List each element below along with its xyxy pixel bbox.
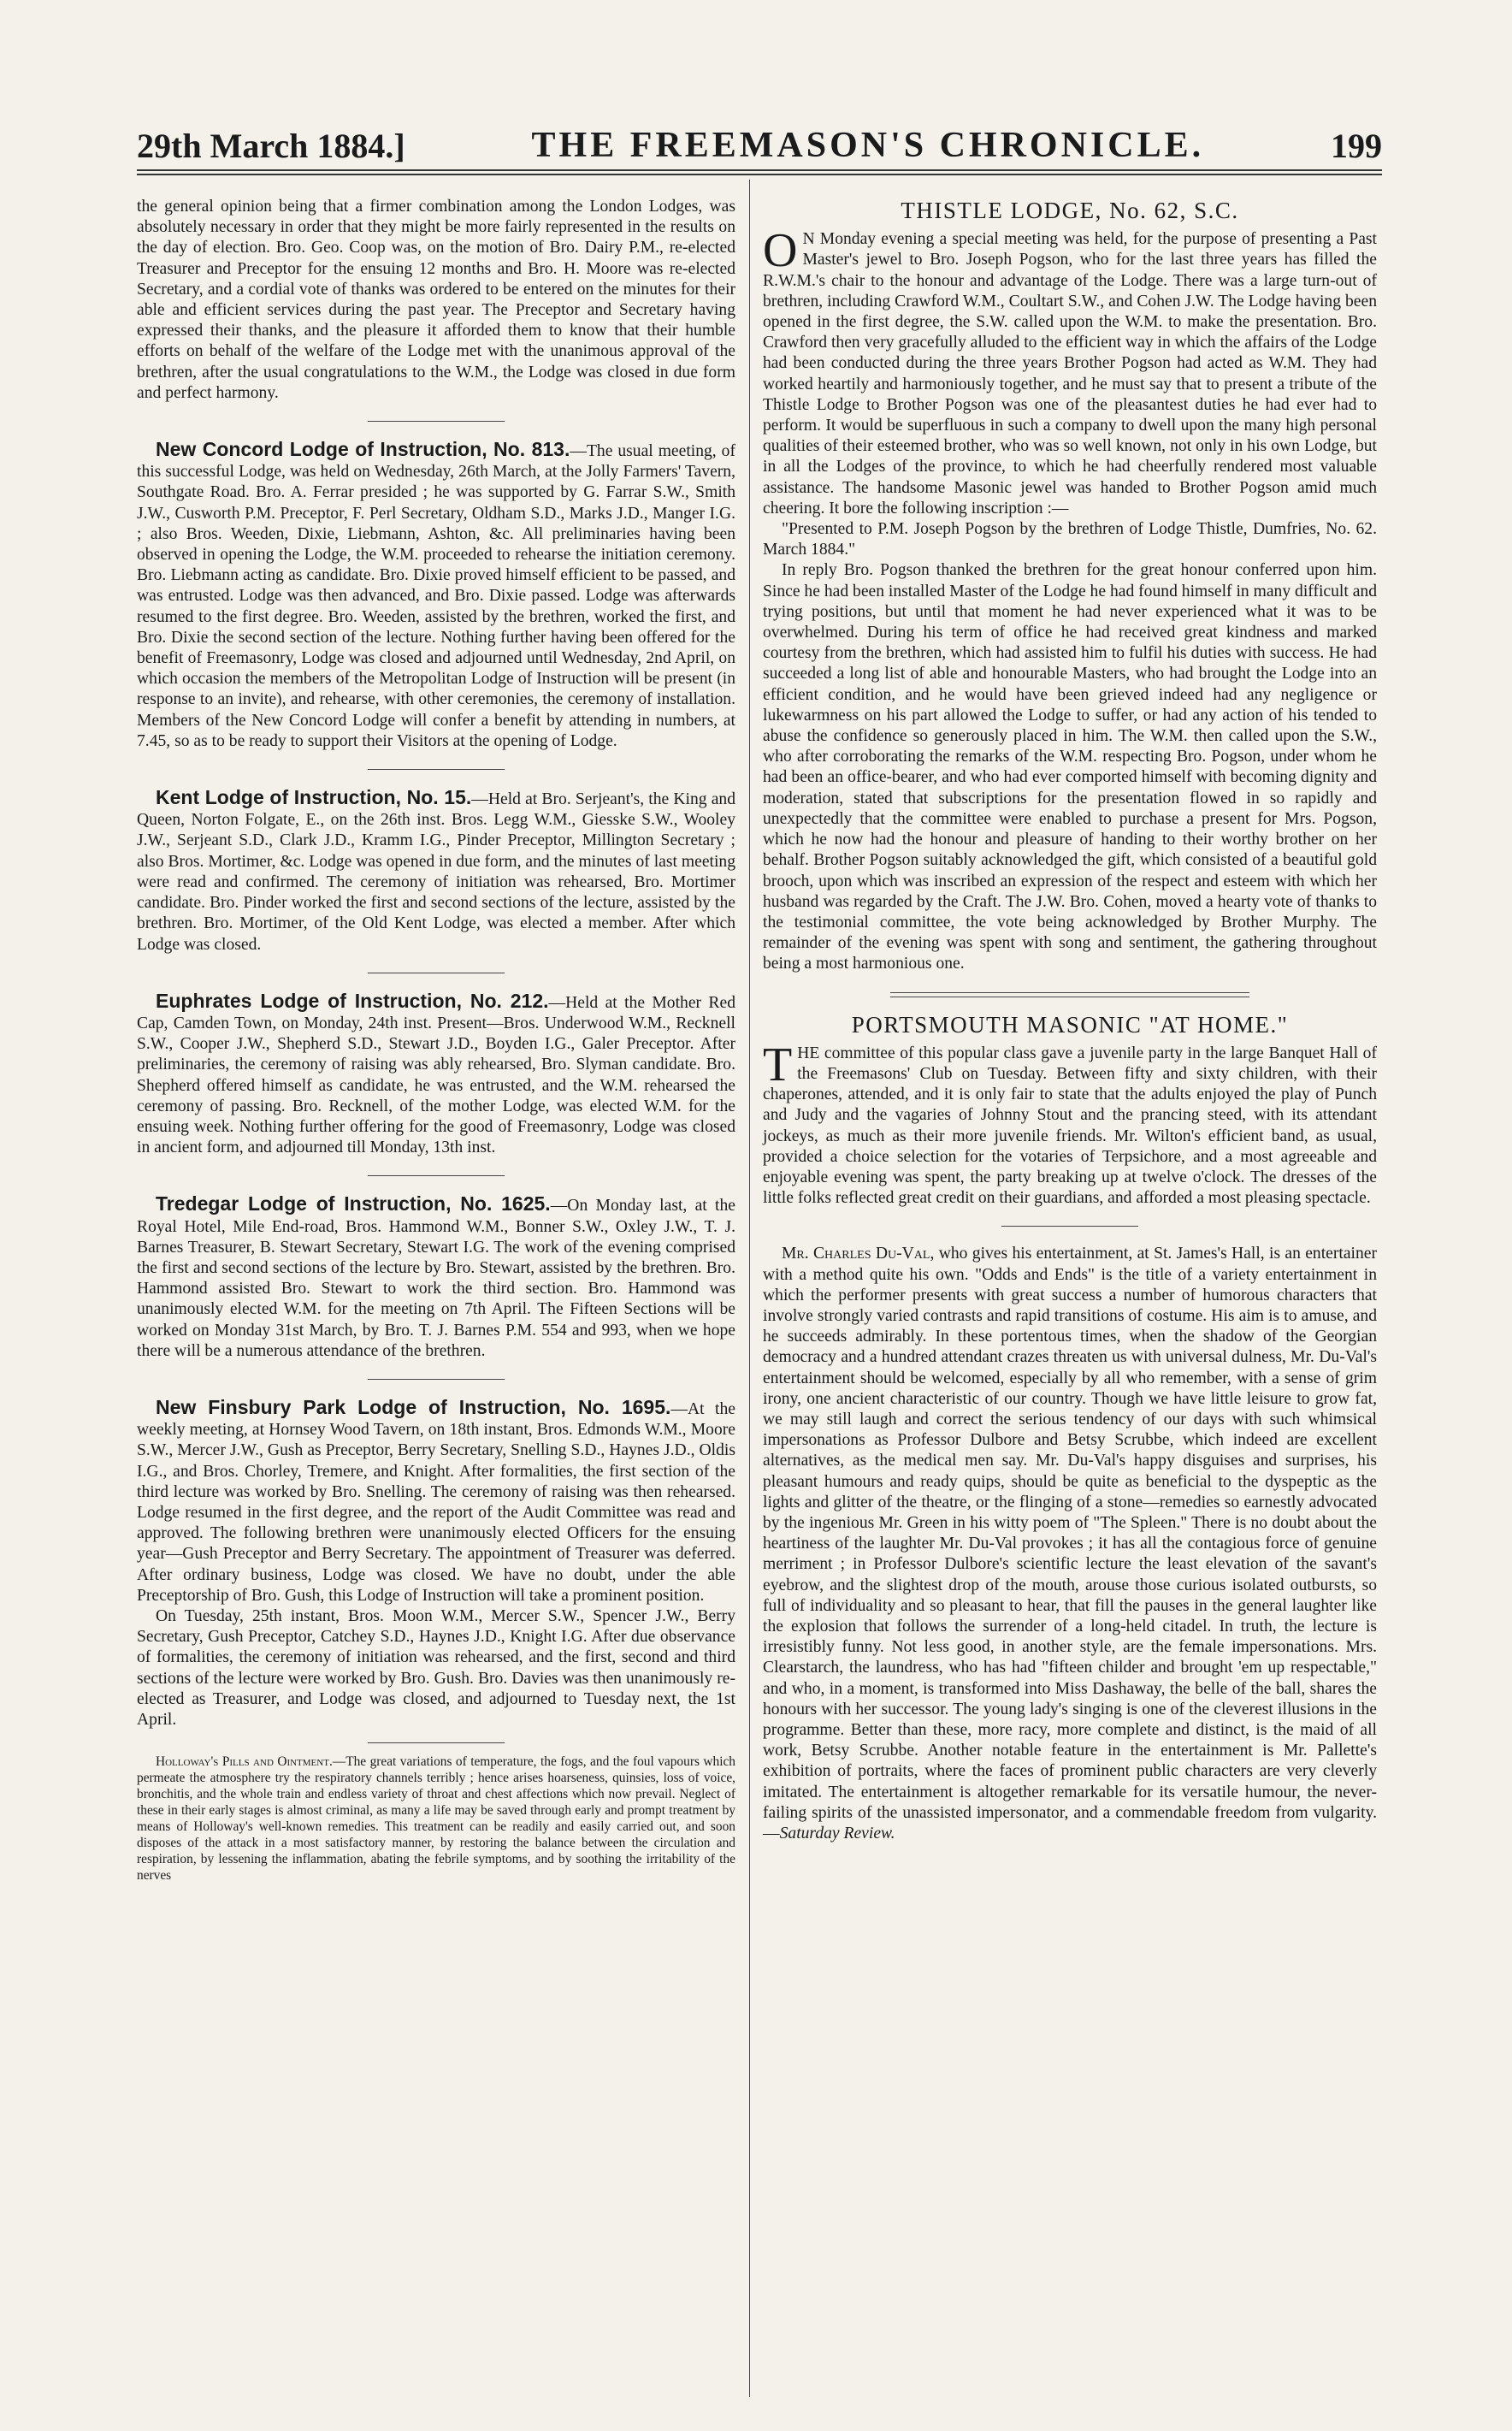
thistle-paragraph-1 — [763, 224, 1377, 519]
portsmouth-title: PORTSMOUTH MASONIC "AT HOME." — [851, 1011, 1289, 1038]
header-rule-thin — [137, 174, 1382, 175]
advert-body: The great variations of temperature, the fogs, and the foul vapours which permeate the atmosphere try the respiratory channels terribly ; hence arises hoarseness, quinsies, loss of voice, bronchitis, and the whole train and endless variety of throat and chest affections which now prevail. Neglect of these in their early stages is almost criminal, as many a life may be saved through early and prompt treatment by means of Holloway's well-known remedies. This treatment can be readily and easily carried out, and soon disposes of the attack in a most satisfactory manner, by restoring the balance between the circulation and respiration, by lessening the inflammation, abating the febrile symptoms, and by soothing the irritability of the nerves — [137, 1754, 735, 1884]
duval-body: who gives his entertainment, at St. James's Hall, is an entertainer with a method quite his own. "Odds and Ends" is the title of a variety entertainment in which the performer presents with great success a number of humorous characters that involve strongly varied contrasts and rapid transitions of costume. His aim is to amuse, and he succeeds admirably. In these portentous times, when the shadow of the Georgian democracy and a hundred attendant crazes threaten us with universal dulness, Mr. Du-Val's entertainment should be welcomed, especially by all who remember, with a sense of grim irony, one ancient characteristic of our country. Though we have little leisure to grow fat, we may still laugh and correct the serious tendency of our days with such whimsical impersonations as Professor Dulbore and Betsy Scrubbe, which indeed are excellent alternatives, as the medical men say. Mr. Du-Val's happy disguises and surprises, his pleasant humours and ready quips, should be quite as beneficial to the dyspeptic as the lights and glitter of the theatre, or the flinging of a stone—remedies so earnestly advocated by the ingenious Mr. Green in his witty poem of "The Spleen." There is no doubt about the heartiness of the laughter Mr. Du-Val provokes ; it has all the contagious force of genuine merriment ; in Professor Dulbore's scientific lecture the least elevation of the savant's eyebrow, and the slightest drop of the mouth, arouse those curious isolated outbursts, so full of individuality and so pleasant to hear, that fill the pauses in the general laughter like the explosion that follows the surrender of a long-held citadel. In truth, the lecture is irresistibly funny. Not less good, in another style, are the female impersonations. Mrs. Clearstarch, the laundress, who has had "fifteen childer and brought 'em up respectable," and who, in a moment, is transformed into Miss Dashaway, the belle of the ball, shares the honours with her successor. The young lady's singing is one of the cleverest illusions in the programme. Better than these, more racy, more complete and distinct, is the maid of all work, Betsy Scrubbe. Another notable feature in the entertainment is Mr. Pallette's exhibition of portraits, where the faces of prominent public characters are very cleverly imitated. The entertainment is altogether remarkable for its versatile humour, the never-failing spirits of the unassisted impersonator, and a commendable freedom from vulgarity.— — [763, 1245, 1377, 1843]
issue-date: 29th March 1884.] — [137, 127, 405, 165]
drop-cap: O — [763, 224, 798, 278]
masthead — [137, 118, 1382, 166]
article-kent: Kent Lodge of Instruction, No. 15.—Held at Bro. Serjeant's, the King and Queen, Norton Folgate, E., on the 26th inst. Bros. Legg W.M., Giesske S.W., Wooley J.W., Serjeant S.D., Clark J.D., Kramm I.G., Pinder Preceptor, Millington Secretary ; also Bros. Mortimer, &c. Lodge was opened in due form, and the minutes of last meeting were read and confirmed. The ceremony of initiation was rehearsed, Bro. Mortimer candidate. Bro. Pinder worked the first and second sections of the lecture, assisted by the brethren. Bro. Mortimer, of the Old Kent Lodge, was elected a member. After which Lodge was closed. — [137, 786, 736, 954]
article-heading: Euphrates Lodge of Instruction, No. 212. — [156, 989, 549, 1012]
right-column — [763, 197, 1377, 1844]
left-column — [137, 197, 735, 1884]
drop-cap: T — [763, 1038, 793, 1091]
review-source: Saturday Review. — [779, 1825, 895, 1843]
advert-label: Holloway's Pills and Ointment. — [156, 1754, 333, 1770]
section-divider — [368, 421, 505, 422]
article-heading: New Concord Lodge of Instruction, No. 813. — [156, 438, 570, 461]
article-body: At the weekly meeting, at Hornsey Wood Tavern, on 18th instant, Bros. Edmonds W.M., Moore S.W., Mercer J.W., Gush as Preceptor, Berry Secretary, Snelling S.D., Haynes J.D., Oldis I.G., and Bros. Chorley, Tremere, and Knight. After formalities, the first section of the third lecture was worked by Bro. Snelling. The ceremony of raising was then rehearsed. Lodge resumed in the first degree, and the report of the Audit Committee was read and approved. The following brethren were unanimously elected Officers for the ensuing year—Gush Preceptor and Berry Secretary. The appointment of Treasurer was deferred. After ordinary business, Lodge was closed. We have no doubt, under the able Preceptorship of Bro. Gush, this Lodge of Instruction will take a prominent position. — [137, 1399, 735, 1605]
article-heading: Tredegar Lodge of Instruction, No. 1625. — [156, 1192, 551, 1216]
portsmouth-paragraph — [763, 1038, 1377, 1210]
article-new-finsbury: New Finsbury Park Lodge of Instruction, No. 1695.—At the weekly meeting, at Hornsey Wood Tavern, on 18th instant, Bros. Edmonds W.M., Moore S.W., Mercer J.W., Gush as Preceptor, Berry Secretary, Snelling S.D., Haynes J.D., Oldis I.G., and Bros. Chorley, Tremere, and Knight. After formalities, the first section of the third lecture was worked by Bro. Snelling. The ceremony of raising was then rehearsed. Lodge resumed in the first degree, and the report of the Audit Committee was read and approved. The following brethren were unanimously elected Officers for the ensuing year—Gush Preceptor and Berry Secretary. The appointment of Treasurer was deferred. After ordinary business, Lodge was closed. We have no doubt, under the able Preceptorship of Bro. Gush, this Lodge of Instruction will take a prominent position. — [137, 1395, 735, 1605]
section-double-rule — [890, 992, 1249, 997]
paragraph-text: N Monday evening a special meeting was held, for the purpose of presenting a Past Master's jewel to Bro. Joseph Pogson, who for the last three years has filled the R.W.M.'s chair to the honour and advantage of the Lodge. There was a large turn-out of brethren, including Crawford W.M., Coultart S.W., and Cohen J.W. The Lodge having been opened in the first degree, the S.W. called upon the W.M. to make the presentation. Bro. Crawford then very gracefully alluded to the efficient way in which the affairs of the Lodge had been conducted during the three years Brother Pogson had acted as W.M. They had worked heartily and harmoniously together, and he must say that to present a tribute of the Thistle Lodge to Brother Pogson was one of the pleasantest duties he had ever had to perform. It would be superfluous in such a company to dwell upon the many high personal qualities of their esteemed brother, who was so well known, not only in his own Lodge, but in all the Lodges of the province, to which he had cheerfully rendered most valuable assistance. The handsome Masonic jewel was handed to Brother Pogson amid much cheering. It bore the following inscription :— — [763, 230, 1377, 518]
thistle-title: THISTLE LODGE, No. 62, S.C. — [901, 198, 1239, 223]
article-tredegar: Tredegar Lodge of Instruction, No. 1625.—On Monday last, at the Royal Hotel, Mile End-road, Bros. Hammond W.M., Bonner S.W., Oxley J.W., T. J. Barnes Treasurer, B. Stewart Secretary, Stewart I.G. The work of the evening comprised the first and second sections of the lecture by Bro. Stewart, assisted by the brethren. Bro. Hammond assisted Bro. Stewart to work the third section. Bro. Hammond was unanimously elected W.M. for the meeting on 7th April. The Fifteen Sections will be worked on Monday 31st March, by Bro. T. J. Barnes P.M. 554 and 993, when we hope there will be a numerous attendance of the brethren. — [137, 1192, 735, 1360]
section-divider — [1001, 1226, 1138, 1227]
article-euphrates: Euphrates Lodge of Instruction, No. 212.—Held at the Mother Red Cap, Camden Town, on Monday, 24th inst. Present—Bros. Underwood W.M., Recknell S.W., Cooper J.W., Shepherd S.D., Stewart J.D., Boyden I.G., Galer Preceptor. After preliminaries, the ceremony of raising was ably rehearsed, Bro. Slyman candidate. Bro. Shepherd offered himself as candidate, he was entrusted, and the W.M. rehearsed the ceremony of passing. Bro. Recknell, of the mother Lodge, was elected W.M. for the ensuing week. Nothing further offering for the good of Freemasonry, Lodge was closed in ancient form, and adjourned till Monday, 13th inst. — [137, 989, 735, 1157]
article-body: Held at the Mother Red Cap, Camden Town, on Monday, 24th inst. Present—Bros. Underwood W.M., Recknell S.W., Cooper J.W., Shepherd S.D., Stewart J.D., Boyden I.G., Galer Preceptor. After preliminaries, the ceremony of raising was ably rehearsed, Bro. Slyman candidate. Bro. Shepherd offered himself as candidate, he was entrusted, and the W.M. rehearsed the ceremony of passing. Bro. Recknell, of the mother Lodge, was elected W.M. for the ensuing week. Nothing further offering for the good of Freemasonry, Lodge was closed in ancient form, and adjourned till Monday, 13th inst. — [137, 993, 735, 1157]
page-number: 199 — [1331, 127, 1382, 165]
article-heading: Kent Lodge of Instruction, No. 15. — [156, 786, 472, 809]
thistle-inscription: "Presented to P.M. Joseph Pogson by the brethren of Lodge Thistle, Dumfries, No. 62. March 1884." — [763, 520, 1377, 559]
thistle-paragraph-2: In reply Bro. Pogson thanked the brethren for the great honour conferred upon him. Since he had been installed Master of the Lodge he had found himself in many difficult and trying positions, but until that moment he had never experienced what it was to be overwhelmed. During his term of office he had received great kindness and marked courtesy from the brethren, which had assisted him to fulfil his duties with success. He had succeeded a long list of able and honourable Masters, who had brought the Lodge into an efficient condition, and he would have been grieved indeed had any negligence or lukewarmness on his part allowed the Lodge to suffer, or had any action of his tended to abuse the confidence so generously placed in him. The W.M. then called upon the S.W., who after corroborating the remarks of the W.M. respecting Bro. Pogson, under whom he had been an office-bearer, and who had ever comported himself with becoming dignity and moderation, stated that subscriptions for the presentation flowed in so rapidly and unexpectedly that the committee were enabled to purchase a present for Mrs. Pogson, which he now had the honour and pleasure of handing to their worthy brother on her behalf. Brother Pogson suitably acknowledged the gift, which consisted of a beautiful gold brooch, upon which was inscribed an expression of the respect and esteem with which her husband was regarded by the Craft. The J.W. Bro. Cohen, moved a hearty vote of thanks to the testimonial committee, the vote being acknowledged by Brother Murphy. The remainder of the evening was spent with song and sentiment, the gathering throughout being a most harmonious one. — [763, 561, 1377, 973]
section-divider — [368, 1175, 505, 1176]
duval-name: Mr. Charles Du-Val, — [782, 1245, 935, 1263]
publication-title: THE FREEMASON'S CHRONICLE. — [531, 126, 1205, 165]
duval-review — [763, 1244, 1377, 1844]
article-new-concord: New Concord Lodge of Instruction, No. 813.—The usual meeting, of this successful Lodge, was held on Wednesday, 26th March, at the Jolly Farmers' Tavern, Southgate Road. Bro. A. Ferrar presided ; he was supported by G. Farrar S.W., Smith J.W., Cusworth P.M. Preceptor, F. Perl Secretary, Oldham S.D., Marks J.D., Manger I.G. ; also Bros. Weeden, Dixie, Liebmann, Ashton, &c. All preliminaries having been observed in opening the Lodge, the W.M. proceeded to rehearse the initiation ceremony. Bro. Liebmann acting as candidate. Bro. Dixie proved himself efficient to be passed, and was entrusted. Lodge was then advanced, and Bro. Dixie passed. Lodge was afterwards resumed to the first degree. Bro. Weeden, assisted by the brethren, worked the first, and Bro. Dixie the second section of the lecture. Nothing further having been offered for the benefit of Freemasonry, Lodge was closed and adjourned until Wednesday, 2nd April, on which occasion the members of the Metropolitan Lodge of Instruction will be present (in response to an invite), and rehearse, with other ceremonies, the ceremony of installation. Members of the New Concord Lodge will confer a benefit by attending in numbers, at 7.45, so as to be ready to support their Visitors at the opening of Lodge. — [137, 438, 735, 750]
section-divider — [368, 1379, 505, 1380]
column-divider — [749, 180, 750, 2397]
header-rule — [137, 169, 1382, 171]
article-body: The usual meeting, of this successful Lodge, was held on Wednesday, 26th March, at the Jolly Farmers' Tavern, Southgate Road. Bro. A. Ferrar presided ; he was supported by G. Farrar S.W., Smith J.W., Cusworth P.M. Preceptor, F. Perl Secretary, Oldham S.D., Marks J.D., Manger I.G. ; also Bros. Weeden, Dixie, Liebmann, Ashton, &c. All preliminaries having been observed in opening the Lodge, the W.M. proceeded to rehearse the initiation ceremony. Bro. Liebmann acting as candidate. Bro. Dixie proved himself efficient to be passed, and was entrusted. Lodge was then advanced, and Bro. Dixie passed. Lodge was afterwards resumed to the first degree. Bro. Weeden, assisted by the brethren, worked the first, and Bro. Dixie the second section of the lecture. Nothing further having been offered for the benefit of Freemasonry, Lodge was closed and adjourned until Wednesday, 2nd April, on which occasion the members of the Metropolitan Lodge of Instruction will be present (in response to an invite), and rehearse, with other ceremonies, the ceremony of installation. Members of the New Concord Lodge will confer a benefit by attending in numbers, at 7.45, so as to be ready to support their Visitors at the opening of Lodge. — [137, 442, 735, 750]
section-divider — [368, 769, 505, 770]
article-heading: New Finsbury Park Lodge of Instruction, No. 1695. — [156, 1395, 671, 1418]
intro-paragraph: the general opinion being that a firmer combination among the London Lodges, was absolutely necessary in order that they might be more fairly represented in the results on the day of election. Bro. Geo. Coop was, on the motion of Bro. Dairy P.M., re-elected Treasurer and Preceptor for the ensuing 12 months and Bro. H. Moore was re-elected Secretary, and a cordial vote of thanks was ordered to be entered on the minutes for their able and efficient services during the past year. The Preceptor and Secretary having expressed their thanks, and the pleasure it afforded them to know that their humble efforts on behalf of the welfare of the Lodge met with the unanimous approval of the brethren, after the usual congratulations to the W.M., the Lodge was closed in due form and perfect harmony. — [137, 198, 735, 402]
article-new-finsbury-cont: On Tuesday, 25th instant, Bros. Moon W.M., Mercer S.W., Spencer J.W., Berry Secretary, Gush Preceptor, Catchey S.D., Haynes J.D., Knight I.G. After due observance of formalities, the ceremony of initiation was rehearsed, and the first, second and third sections of the lecture were worked by Bro. Gush. Bro. Davies was then unanimously re-elected as Treasurer, and Lodge was closed, and adjourned to Tuesday next, the 1st April. — [137, 1606, 735, 1729]
article-body: Held at Bro. Serjeant's, the King and Queen, Norton Folgate, E., on the 26th inst. Bros. Legg W.M., Giesske S.W., Wooley J.W., Serjeant S.D., Clark J.D., Kramm I.G., Pinder Preceptor, Millington Secretary ; also Bros. Mortimer, &c. Lodge was opened in due form, and the minutes of last meeting were read and confirmed. The ceremony of initiation was rehearsed, Bro. Mortimer candidate. Bro. Pinder worked the first and second sections of the lecture, assisted by the brethren. Bro. Mortimer, of the Old Kent Lodge, was elected a member. After which Lodge was closed. — [137, 790, 736, 954]
paragraph-text: HE committee of this popular class gave a juvenile party in the large Banquet Hall of the Freemasons' Club on Tuesday. Between fifty and sixty children, with their chaperones, attended, and it is only fair to state that the adults enjoyed the play of Punch and Judy and the vagaries of Johnny Stout and the prancing steed, with its attendant jockeys, as much as their more juvenile friends. Mr. Wilton's efficient band, as usual, provided a choice selection for the votaries of Terpsichore, and a most agreeable and enjoyable evening was spent, the party breaking up at twelve o'clock. The dresses of the little folks reflected great credit on their guardians, and afforded a most pleasing spectacle. — [763, 1044, 1377, 1208]
section-divider — [368, 1742, 505, 1743]
article-body: On Monday last, at the Royal Hotel, Mile End-road, Bros. Hammond W.M., Bonner S.W., Oxley J.W., T. J. Barnes Treasurer, B. Stewart Secretary, Stewart I.G. The work of the evening comprised the first and second sections of the lecture by Bro. Stewart, assisted by the brethren. Bro. Hammond assisted Bro. Stewart to work the third section. Bro. Hammond was unanimously elected W.M. for the meeting on 7th April. The Fifteen Sections will be worked on Monday 31st March, by Bro. T. J. Barnes P.M. 554 and 993, when we hope there will be a numerous attendance of the brethren. — [137, 1197, 735, 1360]
holloway-advert: Holloway's Pills and Ointment.—The great variations of temperature, the fogs, and the foul vapours which permeate the atmosphere try the respiratory channels terribly ; hence arises hoarseness, quinsies, loss of voice, bronchitis, and the whole train and endless variety of throat and chest affections which now prevail. Neglect of these in their early stages is almost criminal, as many a life may be saved through early and prompt treatment by means of Holloway's well-known remedies. This treatment can be readily and easily carried out, and soon disposes of the attack in a most satisfactory manner, by restoring the balance between the circulation and respiration, by lessening the inflammation, abating the febrile symptoms, and by soothing the irritability of the nerves — [137, 1754, 735, 1884]
